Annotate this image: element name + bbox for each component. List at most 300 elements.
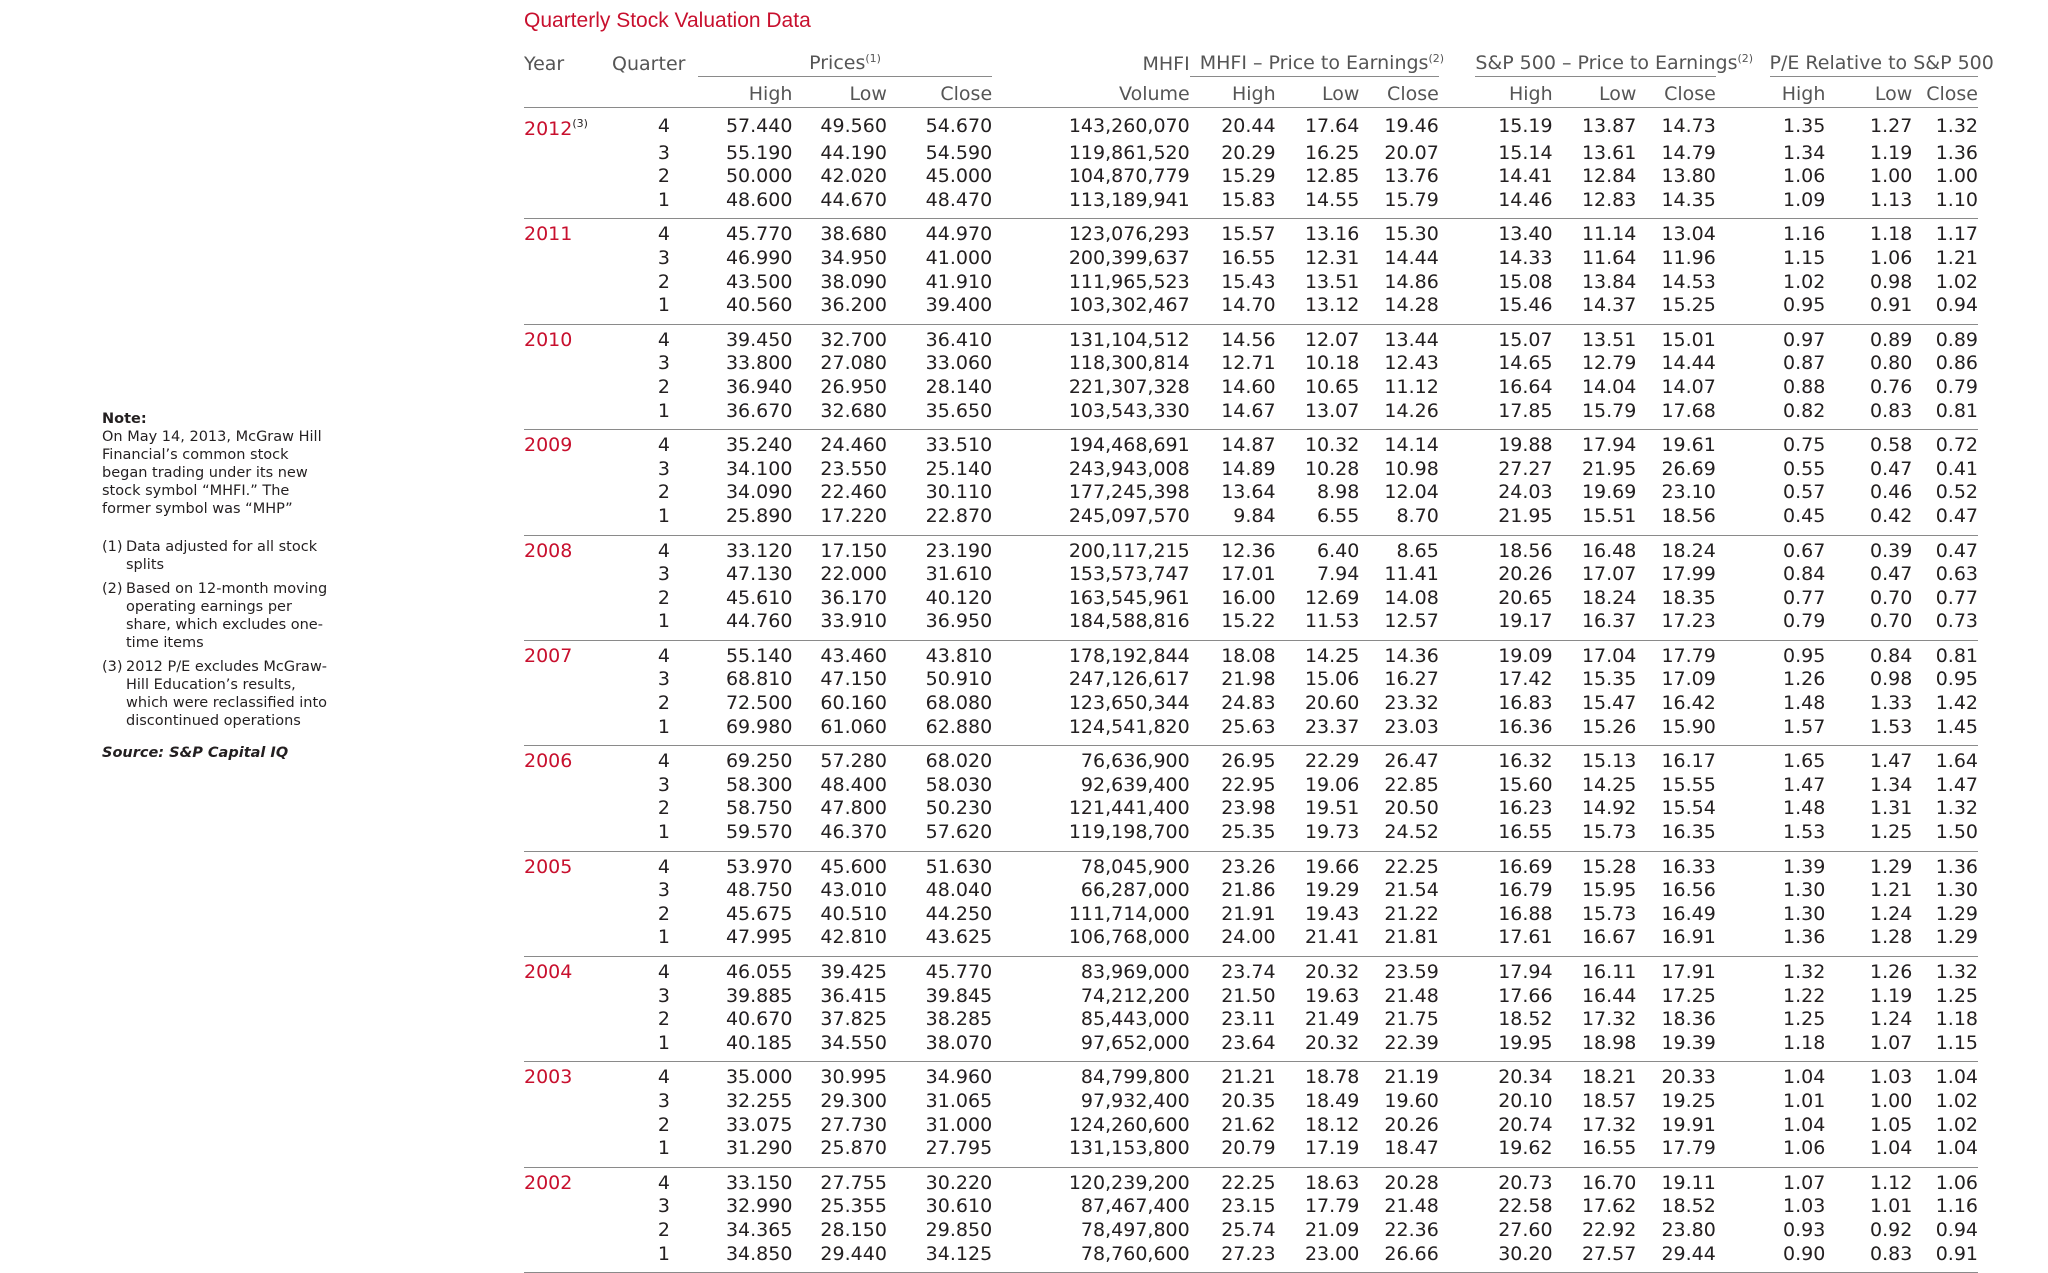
quarter-cell: 4 bbox=[657, 961, 670, 983]
value-cell: 15.79 bbox=[1581, 399, 1637, 422]
value-cell: 23.550 bbox=[820, 457, 887, 480]
value-cell: 22.36 bbox=[1384, 1218, 1439, 1241]
year-label: 2010 bbox=[524, 328, 573, 351]
value-cell: 34.365 bbox=[725, 1218, 793, 1241]
value-cell: 68.020 bbox=[925, 750, 993, 773]
year-cell bbox=[524, 1243, 612, 1273]
value-cell: 22.92 bbox=[1581, 1218, 1637, 1241]
value-cell: 25.890 bbox=[725, 504, 793, 527]
prices-label: Prices bbox=[809, 52, 866, 75]
quarter-cell: 2 bbox=[657, 1218, 670, 1241]
value-cell: 19.43 bbox=[1304, 902, 1360, 925]
value-cell: 1.10 bbox=[1935, 188, 1978, 211]
table-row bbox=[524, 903, 1978, 927]
value-cell: 25.63 bbox=[1221, 715, 1276, 738]
value-cell: 44.250 bbox=[925, 902, 993, 925]
mhfi-pe-footnote-ref: (2) bbox=[1428, 52, 1445, 66]
value-cell: 1.33 bbox=[1870, 692, 1913, 715]
spacer-cell bbox=[1439, 376, 1476, 400]
note-body: On May 14, 2013, McGraw Hill Financial’s common stock began trading under its new stock symbol “MHFI.” The former symbol was “MHP” bbox=[102, 429, 322, 517]
value-cell: 17.32 bbox=[1581, 1113, 1637, 1136]
col-group-prices bbox=[698, 46, 992, 77]
year-cell bbox=[524, 926, 612, 956]
value-cell: 74,212,200 bbox=[1080, 984, 1190, 1007]
value-cell: 1.36 bbox=[1935, 141, 1978, 164]
value-cell: 10.18 bbox=[1304, 352, 1360, 375]
value-cell: 17.23 bbox=[1661, 610, 1716, 633]
value-cell: 1.48 bbox=[1783, 692, 1826, 715]
value-cell: 184,588,816 bbox=[1068, 610, 1190, 633]
value-cell: 20.73 bbox=[1498, 1171, 1553, 1194]
value-cell: 1.42 bbox=[1935, 692, 1978, 715]
value-cell: 247,126,617 bbox=[1068, 668, 1190, 691]
table-row bbox=[524, 505, 1978, 535]
value-cell: 18.12 bbox=[1304, 1113, 1360, 1136]
value-cell: 38.090 bbox=[820, 270, 887, 293]
table-row bbox=[524, 1243, 1978, 1273]
value-cell: 243,943,008 bbox=[1068, 457, 1190, 480]
value-cell: 17.94 bbox=[1581, 434, 1637, 457]
table-row bbox=[524, 587, 1978, 611]
value-cell: 1.34 bbox=[1870, 773, 1913, 796]
value-cell: 48.470 bbox=[925, 188, 993, 211]
table-row bbox=[524, 271, 1978, 295]
spacer-cell bbox=[1439, 535, 1476, 563]
value-cell: 23.59 bbox=[1384, 961, 1439, 983]
col-volume: Volume bbox=[1119, 83, 1190, 106]
value-cell: 17.91 bbox=[1661, 961, 1716, 983]
value-cell: 15.95 bbox=[1581, 879, 1637, 902]
year-cell bbox=[524, 957, 612, 985]
value-cell: 200,399,637 bbox=[1068, 246, 1190, 269]
value-cell: 13.76 bbox=[1384, 165, 1439, 188]
year-label: 2007 bbox=[524, 644, 573, 667]
year-group-2009 bbox=[524, 430, 1978, 535]
value-cell: 14.92 bbox=[1581, 797, 1637, 820]
value-cell: 14.33 bbox=[1498, 246, 1553, 269]
value-cell: 21.98 bbox=[1221, 668, 1276, 691]
value-cell: 123,076,293 bbox=[1068, 223, 1190, 246]
quarter-cell: 3 bbox=[657, 563, 670, 586]
spacer-cell bbox=[1716, 640, 1770, 668]
value-cell: 1.35 bbox=[1783, 115, 1826, 137]
spacer-cell bbox=[1439, 481, 1476, 505]
quarter-cell: 2 bbox=[657, 692, 670, 715]
value-cell: 19.91 bbox=[1661, 1113, 1716, 1136]
value-cell: 46.990 bbox=[725, 246, 793, 269]
value-cell: 0.95 bbox=[1783, 294, 1826, 317]
spacer-cell bbox=[1716, 797, 1770, 821]
value-cell: 1.47 bbox=[1783, 773, 1826, 796]
value-cell: 0.89 bbox=[1935, 328, 1978, 351]
value-cell: 123,650,344 bbox=[1068, 692, 1190, 715]
value-cell: 1.19 bbox=[1870, 984, 1913, 1007]
spacer-cell bbox=[1716, 294, 1770, 324]
value-cell: 32.700 bbox=[820, 328, 887, 351]
value-cell: 12.04 bbox=[1384, 481, 1439, 504]
value-cell: 16.44 bbox=[1581, 984, 1637, 1007]
value-cell: 49.560 bbox=[820, 115, 887, 137]
value-cell: 17.79 bbox=[1661, 644, 1716, 667]
spacer-cell bbox=[1716, 821, 1770, 851]
value-cell: 1.30 bbox=[1935, 879, 1978, 902]
value-cell: 15.73 bbox=[1581, 902, 1637, 925]
prices-footnote-ref: (1) bbox=[865, 52, 881, 66]
year-group-2005 bbox=[524, 851, 1978, 956]
spacer-cell bbox=[1439, 165, 1476, 189]
value-cell: 1.17 bbox=[1935, 223, 1978, 246]
value-cell: 0.63 bbox=[1935, 563, 1978, 586]
table-row bbox=[524, 108, 1978, 142]
value-cell: 245,097,570 bbox=[1068, 504, 1190, 527]
year-label: 2009 bbox=[524, 434, 573, 457]
value-cell: 0.86 bbox=[1935, 352, 1978, 375]
value-cell: 17.99 bbox=[1661, 563, 1716, 586]
value-cell: 16.00 bbox=[1221, 586, 1276, 609]
value-cell: 1.64 bbox=[1935, 750, 1978, 773]
value-cell: 23.98 bbox=[1221, 797, 1276, 820]
value-cell: 38.070 bbox=[925, 1031, 993, 1054]
spacer-cell bbox=[1439, 1137, 1476, 1167]
year-cell bbox=[524, 142, 612, 166]
value-cell: 33.060 bbox=[925, 352, 993, 375]
spacer-cell bbox=[1716, 1195, 1770, 1219]
spacer-cell bbox=[1439, 294, 1476, 324]
value-cell: 1.24 bbox=[1870, 902, 1913, 925]
spacer-cell bbox=[1716, 165, 1770, 189]
value-cell: 20.10 bbox=[1498, 1089, 1553, 1112]
spacer-cell bbox=[1716, 563, 1770, 587]
value-cell: 17.85 bbox=[1498, 399, 1553, 422]
value-cell: 87,467,400 bbox=[1080, 1195, 1190, 1218]
value-cell: 0.77 bbox=[1935, 586, 1978, 609]
value-cell: 178,192,844 bbox=[1068, 644, 1190, 667]
value-cell: 19.69 bbox=[1581, 481, 1637, 504]
spacer-cell bbox=[1439, 692, 1476, 716]
value-cell: 17.01 bbox=[1221, 563, 1276, 586]
year-cell bbox=[524, 189, 612, 219]
value-cell: 17.94 bbox=[1498, 961, 1553, 983]
value-cell: 16.83 bbox=[1498, 692, 1553, 715]
value-cell: 1.15 bbox=[1935, 1031, 1978, 1054]
table-row bbox=[524, 352, 1978, 376]
value-cell: 1.13 bbox=[1870, 188, 1913, 211]
value-cell: 6.55 bbox=[1317, 504, 1360, 527]
value-cell: 44.970 bbox=[925, 223, 993, 246]
table-row bbox=[524, 1219, 1978, 1243]
value-cell: 14.25 bbox=[1304, 644, 1360, 667]
value-cell: 36.670 bbox=[725, 399, 793, 422]
table-row bbox=[524, 1114, 1978, 1138]
value-cell: 20.34 bbox=[1498, 1066, 1553, 1089]
value-cell: 19.06 bbox=[1304, 773, 1360, 796]
sp-pe-label: S&P 500 – Price to Earnings bbox=[1475, 52, 1738, 75]
value-cell: 36.410 bbox=[925, 328, 993, 351]
value-cell: 0.57 bbox=[1783, 481, 1826, 504]
value-cell: 0.47 bbox=[1935, 504, 1978, 527]
value-cell: 1.31 bbox=[1870, 797, 1913, 820]
year-cell bbox=[524, 1090, 612, 1114]
spacer-cell bbox=[1439, 1167, 1476, 1195]
value-cell: 22.58 bbox=[1498, 1195, 1553, 1218]
value-cell: 48.600 bbox=[725, 188, 793, 211]
value-cell: 17.68 bbox=[1661, 399, 1716, 422]
value-cell: 18.36 bbox=[1661, 1008, 1716, 1031]
value-cell: 42.020 bbox=[820, 165, 887, 188]
value-cell: 0.42 bbox=[1870, 504, 1913, 527]
notes-panel bbox=[102, 410, 332, 762]
value-cell: 16.49 bbox=[1661, 902, 1716, 925]
spacer-cell bbox=[1716, 247, 1770, 271]
quarter-cell: 3 bbox=[657, 457, 670, 480]
value-cell: 19.51 bbox=[1304, 797, 1360, 820]
value-cell: 16.25 bbox=[1304, 141, 1360, 164]
value-cell: 1.48 bbox=[1783, 797, 1826, 820]
value-cell: 85,443,000 bbox=[1080, 1008, 1190, 1031]
quarter-cell: 3 bbox=[657, 352, 670, 375]
quarter-cell: 2 bbox=[657, 270, 670, 293]
value-cell: 20.32 bbox=[1304, 1031, 1360, 1054]
value-cell: 13.51 bbox=[1304, 270, 1360, 293]
value-cell: 20.26 bbox=[1384, 1113, 1439, 1136]
quarter-cell: 1 bbox=[657, 821, 670, 844]
value-cell: 1.18 bbox=[1783, 1031, 1826, 1054]
quarter-cell: 3 bbox=[657, 1195, 670, 1218]
spacer-cell bbox=[1439, 774, 1476, 798]
value-cell: 16.55 bbox=[1581, 1137, 1637, 1160]
value-cell: 23.26 bbox=[1221, 855, 1276, 878]
value-cell: 19.60 bbox=[1384, 1089, 1439, 1112]
table-row bbox=[524, 797, 1978, 821]
spacer-cell bbox=[1439, 926, 1476, 956]
quarter-cell: 2 bbox=[657, 586, 670, 609]
table-row bbox=[524, 563, 1978, 587]
spacer-cell bbox=[1716, 481, 1770, 505]
value-cell: 58.750 bbox=[725, 797, 793, 820]
value-cell: 119,198,700 bbox=[1068, 821, 1190, 844]
value-cell: 0.89 bbox=[1870, 328, 1913, 351]
value-cell: 0.84 bbox=[1783, 563, 1826, 586]
value-cell: 1.03 bbox=[1783, 1195, 1826, 1218]
value-cell: 17.07 bbox=[1581, 563, 1637, 586]
year-label: 2011 bbox=[524, 223, 573, 246]
value-cell: 40.120 bbox=[925, 586, 993, 609]
year-cell bbox=[524, 505, 612, 535]
value-cell: 43.625 bbox=[925, 926, 993, 949]
value-cell: 15.28 bbox=[1581, 855, 1637, 878]
quarter-cell: 1 bbox=[657, 610, 670, 633]
value-cell: 28.150 bbox=[820, 1218, 887, 1241]
value-cell: 68.080 bbox=[925, 692, 993, 715]
table-row bbox=[524, 1008, 1978, 1032]
value-cell: 60.160 bbox=[820, 692, 887, 715]
value-cell: 14.07 bbox=[1661, 375, 1716, 398]
quarter-cell: 2 bbox=[657, 375, 670, 398]
value-cell: 18.47 bbox=[1384, 1137, 1439, 1160]
spacer-cell bbox=[1716, 668, 1770, 692]
value-cell: 36.170 bbox=[820, 586, 887, 609]
quarter-cell: 1 bbox=[657, 1137, 670, 1160]
value-cell: 21.50 bbox=[1221, 984, 1276, 1007]
spacer-cell bbox=[1716, 458, 1770, 482]
value-cell: 33.510 bbox=[925, 434, 993, 457]
spacer-cell bbox=[1716, 1032, 1770, 1062]
value-cell: 1.16 bbox=[1935, 1195, 1978, 1218]
spacer-cell bbox=[1439, 797, 1476, 821]
value-cell: 1.30 bbox=[1783, 902, 1826, 925]
valuation-table bbox=[524, 46, 1994, 1273]
value-cell: 14.46 bbox=[1498, 188, 1553, 211]
quarter-cell: 4 bbox=[657, 434, 670, 457]
value-cell: 62.880 bbox=[925, 715, 993, 738]
value-cell: 12.43 bbox=[1384, 352, 1439, 375]
value-cell: 1.19 bbox=[1870, 141, 1913, 164]
year-cell bbox=[524, 1032, 612, 1062]
value-cell: 104,870,779 bbox=[1068, 165, 1190, 188]
value-cell: 1.01 bbox=[1870, 1195, 1913, 1218]
value-cell: 1.22 bbox=[1783, 984, 1826, 1007]
value-cell: 34.550 bbox=[820, 1031, 887, 1054]
value-cell: 23.10 bbox=[1661, 481, 1716, 504]
year-cell bbox=[524, 640, 612, 668]
value-cell: 0.81 bbox=[1935, 399, 1978, 422]
quarter-cell: 3 bbox=[657, 141, 670, 164]
value-cell: 20.33 bbox=[1661, 1066, 1716, 1089]
value-cell: 16.42 bbox=[1661, 692, 1716, 715]
value-cell: 0.77 bbox=[1783, 586, 1826, 609]
value-cell: 20.60 bbox=[1304, 692, 1360, 715]
value-cell: 23.03 bbox=[1384, 715, 1439, 738]
value-cell: 33.075 bbox=[725, 1113, 793, 1136]
spacer-cell bbox=[1439, 1243, 1476, 1273]
value-cell: 27.57 bbox=[1581, 1242, 1637, 1265]
value-cell: 45.770 bbox=[925, 961, 993, 983]
value-cell: 0.41 bbox=[1935, 457, 1978, 480]
value-cell: 18.78 bbox=[1304, 1066, 1360, 1089]
value-cell: 1.02 bbox=[1935, 270, 1978, 293]
value-cell: 40.510 bbox=[820, 902, 887, 925]
table-row bbox=[524, 142, 1978, 166]
value-cell: 21.41 bbox=[1304, 926, 1360, 949]
value-cell: 194,468,691 bbox=[1068, 434, 1190, 457]
year-cell bbox=[524, 774, 612, 798]
value-cell: 0.81 bbox=[1935, 644, 1978, 667]
value-cell: 20.28 bbox=[1384, 1171, 1439, 1194]
table-row bbox=[524, 610, 1978, 640]
value-cell: 35.000 bbox=[725, 1066, 793, 1089]
year-cell bbox=[524, 1137, 612, 1167]
value-cell: 14.79 bbox=[1661, 141, 1716, 164]
value-cell: 21.75 bbox=[1384, 1008, 1439, 1031]
value-cell: 76,636,900 bbox=[1080, 750, 1190, 773]
value-cell: 18.24 bbox=[1661, 539, 1716, 562]
value-cell: 0.92 bbox=[1870, 1218, 1913, 1241]
table-row bbox=[524, 376, 1978, 400]
value-cell: 22.25 bbox=[1384, 855, 1439, 878]
value-cell: 1.07 bbox=[1870, 1031, 1913, 1054]
value-cell: 0.73 bbox=[1935, 610, 1978, 633]
value-cell: 78,760,600 bbox=[1080, 1242, 1190, 1265]
value-cell: 19.09 bbox=[1498, 644, 1553, 667]
year-label: 2005 bbox=[524, 855, 573, 878]
value-cell: 16.27 bbox=[1384, 668, 1439, 691]
value-cell: 10.98 bbox=[1384, 457, 1439, 480]
value-cell: 1.27 bbox=[1870, 115, 1913, 137]
value-cell: 120,239,200 bbox=[1068, 1171, 1190, 1194]
value-cell: 1.36 bbox=[1935, 855, 1978, 878]
value-cell: 50.000 bbox=[725, 165, 793, 188]
quarter-cell: 2 bbox=[657, 1008, 670, 1031]
value-cell: 0.70 bbox=[1870, 586, 1913, 609]
value-cell: 18.49 bbox=[1304, 1089, 1360, 1112]
value-cell: 34.125 bbox=[925, 1242, 993, 1265]
value-cell: 1.15 bbox=[1783, 246, 1826, 269]
value-cell: 13.12 bbox=[1304, 294, 1360, 317]
value-cell: 48.400 bbox=[820, 773, 887, 796]
value-cell: 18.56 bbox=[1661, 504, 1716, 527]
value-cell: 0.52 bbox=[1935, 481, 1978, 504]
value-cell: 15.22 bbox=[1221, 610, 1276, 633]
spacer-cell bbox=[1716, 1090, 1770, 1114]
value-cell: 39.450 bbox=[725, 328, 793, 351]
spacer-cell bbox=[1439, 957, 1476, 985]
table-row bbox=[524, 668, 1978, 692]
value-cell: 6.40 bbox=[1317, 539, 1360, 562]
value-cell: 0.75 bbox=[1783, 434, 1826, 457]
value-cell: 14.65 bbox=[1498, 352, 1553, 375]
value-cell: 20.44 bbox=[1221, 115, 1276, 137]
value-cell: 15.83 bbox=[1221, 188, 1276, 211]
table-row bbox=[524, 1195, 1978, 1219]
value-cell: 46.055 bbox=[725, 961, 793, 983]
col-price-high: High bbox=[748, 83, 793, 106]
quarter-cell: 3 bbox=[657, 668, 670, 691]
value-cell: 1.01 bbox=[1783, 1089, 1826, 1112]
value-cell: 1.24 bbox=[1870, 1008, 1913, 1031]
value-cell: 14.44 bbox=[1384, 246, 1439, 269]
value-cell: 1.03 bbox=[1870, 1066, 1913, 1089]
value-cell: 17.79 bbox=[1304, 1195, 1360, 1218]
value-cell: 124,541,820 bbox=[1068, 715, 1190, 738]
value-cell: 23.80 bbox=[1661, 1218, 1716, 1241]
value-cell: 32.255 bbox=[725, 1089, 793, 1112]
year-cell bbox=[524, 1062, 612, 1090]
value-cell: 0.94 bbox=[1935, 294, 1978, 317]
value-cell: 21.19 bbox=[1384, 1066, 1439, 1089]
value-cell: 83,969,000 bbox=[1080, 961, 1190, 983]
year-cell bbox=[524, 271, 612, 295]
value-cell: 11.41 bbox=[1384, 563, 1439, 586]
value-cell: 20.35 bbox=[1221, 1089, 1276, 1112]
table-row bbox=[524, 165, 1978, 189]
value-cell: 0.90 bbox=[1783, 1242, 1826, 1265]
value-cell: 1.28 bbox=[1870, 926, 1913, 949]
value-cell: 1.00 bbox=[1870, 1089, 1913, 1112]
value-cell: 19.11 bbox=[1661, 1171, 1716, 1194]
col-sp-pe-low: Low bbox=[1598, 83, 1637, 106]
value-cell: 17.61 bbox=[1498, 926, 1553, 949]
col-price-close: Close bbox=[940, 83, 993, 106]
value-cell: 18.35 bbox=[1661, 586, 1716, 609]
value-cell: 17.19 bbox=[1304, 1137, 1360, 1160]
footnote-text: Data adjusted for all stock splits bbox=[126, 539, 318, 573]
quarter-cell: 2 bbox=[657, 165, 670, 188]
year-cell bbox=[524, 563, 612, 587]
value-cell: 131,153,800 bbox=[1068, 1137, 1190, 1160]
value-cell: 21.91 bbox=[1221, 902, 1276, 925]
value-cell: 9.84 bbox=[1233, 504, 1276, 527]
value-cell: 17.04 bbox=[1581, 644, 1637, 667]
